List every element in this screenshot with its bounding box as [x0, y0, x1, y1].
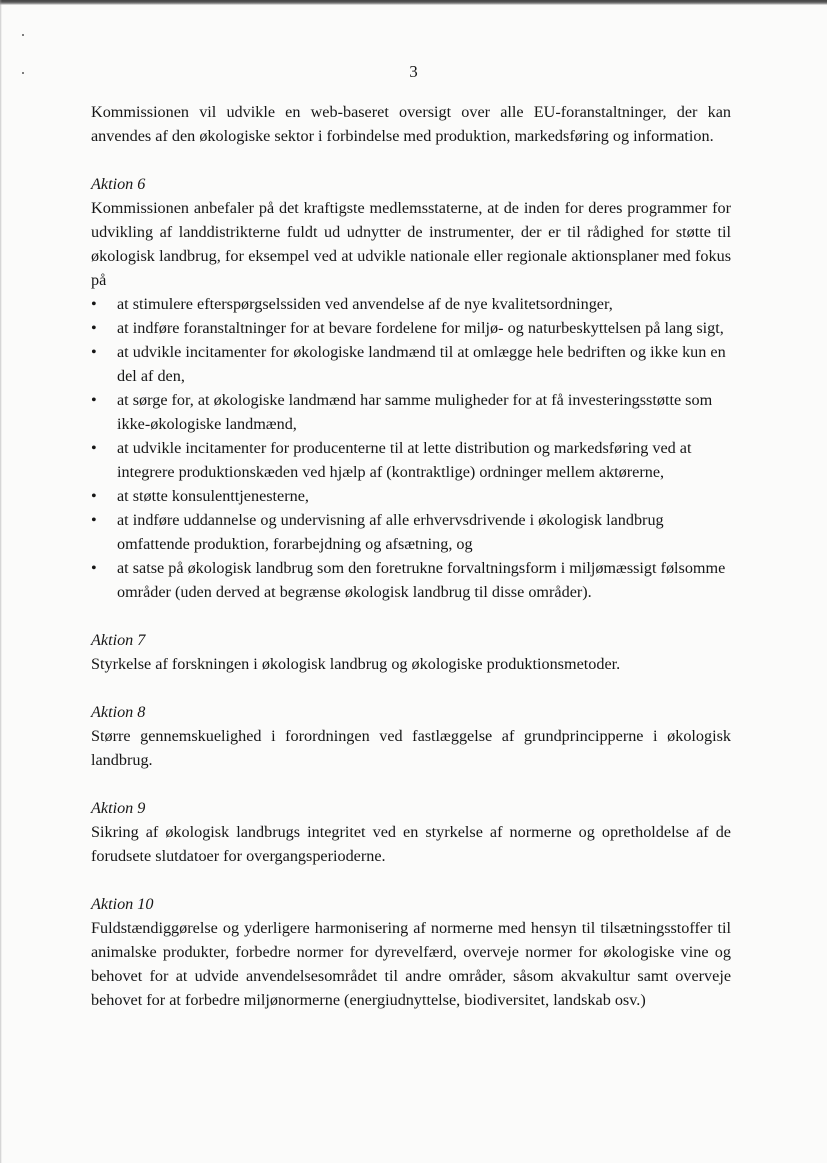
bullet-icon: • [91, 487, 97, 505]
section-heading: Aktion 9 [91, 799, 146, 817]
section-heading: Aktion 6 [91, 175, 146, 193]
list-item [91, 340, 731, 388]
section-aktion-7 [91, 628, 731, 676]
list-item [91, 556, 731, 604]
scan-speck [22, 34, 24, 36]
list-item-text: at indføre foranstaltninger for at bevare fordelene for miljø- og naturbeskyttelsen på lang sigt, [117, 319, 724, 337]
bullet-icon: • [91, 391, 97, 409]
bullet-icon: • [91, 295, 97, 313]
list-item-text: at støtte konsulenttjenesterne, [117, 487, 309, 505]
section-heading: Aktion 8 [91, 703, 146, 721]
section-aktion-6 [91, 172, 731, 604]
section-aktion-10 [91, 892, 731, 1012]
bullet-list [91, 292, 731, 604]
list-item [91, 292, 731, 316]
intro-paragraph: Kommissionen vil udvikle en web-baseret oversigt over alle EU-foranstaltninger, der kan anvendes af den økologiske sektor i forbindelse med produktion, markedsføring og information. [91, 103, 731, 145]
bullet-icon: • [91, 319, 97, 337]
list-item-text: at udvikle incitamenter for økologiske landmænd til at omlægge hele bedriften og ikke kun en del af den, [117, 343, 726, 385]
bullet-icon: • [91, 439, 97, 457]
list-item [91, 484, 731, 508]
bullet-icon: • [91, 511, 97, 529]
section-text: Fuldstændiggørelse og yderligere harmonisering af normerne med hensyn til tilsætningsstoffer til animalske produkter, forbedre normer for dyrevelfærd, overveje normer for økologiske vine og behovet for at udvide anvendelsesområdet til andre områder, såsom akvakultur samt overveje behovet for at forbedre miljønormerne (energiudnyttelse, biodiversitet, landskab osv.) [91, 919, 731, 1009]
section-text: Styrkelse af forskningen i økologisk landbrug og økologiske produktionsmetoder. [91, 655, 621, 673]
list-item-text: at satse på økologisk landbrug som den foretrukne forvaltningsform i miljømæssigt følsomme områder (uden derved at begrænse økologisk landbrug til disse områder). [117, 559, 726, 601]
section-aktion-9 [91, 796, 731, 868]
section-text: Kommissionen anbefaler på det kraftigste medlemsstaterne, at de inden for deres programmer for udvikling af landdistrikterne fuldt ud udnytter de instrumenter, der er til rådighed for støtte til økologisk landbrug, for eksempel ved at udvikle nationale eller regionale aktionsplaner med fokus på [91, 199, 731, 289]
list-item [91, 508, 731, 556]
list-item [91, 436, 731, 484]
document-body [91, 100, 731, 1012]
list-item [91, 388, 731, 436]
scan-edge-left [0, 0, 2, 1163]
section-aktion-8 [91, 700, 731, 772]
bullet-icon: • [91, 559, 97, 577]
section-heading: Aktion 10 [91, 895, 154, 913]
page-number: 3 [409, 62, 418, 81]
list-item-text: at indføre uddannelse og undervisning af alle erhvervsdrivende i økologisk landbrug omfattende produktion, forarbejdning og afsætning, og [117, 511, 664, 553]
bullet-icon: • [91, 343, 97, 361]
list-item-text: at udvikle incitamenter for producenterne til at lette distribution og markedsføring ved at integrere produktionskæden ved hjælp af (kontraktlige) ordninger mellem aktørerne, [117, 439, 692, 481]
section-text: Sikring af økologisk landbrugs integritet ved en styrkelse af normerne og opretholdelse af de forudsete slutdatoer for overgangsperioderne. [91, 823, 731, 865]
scan-edge-top [0, 0, 827, 5]
list-item-text: at stimulere efterspørgselssiden ved anvendelse af de nye kvalitetsordninger, [117, 295, 613, 313]
section-text: Større gennemskuelighed i forordningen ved fastlæggelse af grundprincipperne i økologisk landbrug. [91, 727, 731, 769]
list-item [91, 316, 731, 340]
section-heading: Aktion 7 [91, 631, 146, 649]
list-item-text: at sørge for, at økologiske landmænd har samme muligheder for at få investeringsstøtte som ikke-økologiske landmænd, [117, 391, 713, 433]
